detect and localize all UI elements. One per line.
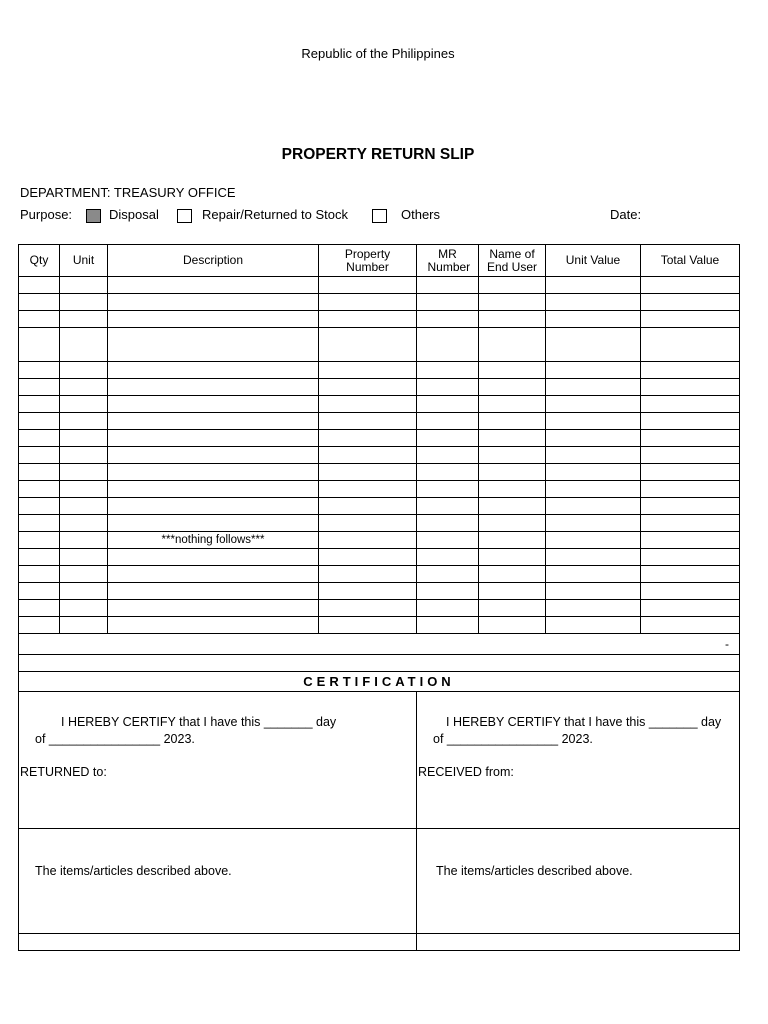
table-cell xyxy=(60,600,108,617)
received-items-text: The items/articles described above. xyxy=(436,864,633,878)
table-cell xyxy=(19,532,60,549)
table-cell xyxy=(641,617,740,634)
footer-row xyxy=(19,934,740,951)
table-row xyxy=(19,328,740,362)
received-from-label: RECEIVED from: xyxy=(418,765,514,779)
certify-row xyxy=(19,692,740,829)
table-cell xyxy=(479,532,546,549)
items-row xyxy=(19,829,740,934)
table-cell xyxy=(546,498,641,515)
table-cell xyxy=(60,277,108,294)
table-cell xyxy=(19,617,60,634)
table-cell xyxy=(417,583,479,600)
table-cell xyxy=(319,362,417,379)
table-cell xyxy=(60,566,108,583)
table-cell xyxy=(417,413,479,430)
table-cell xyxy=(546,362,641,379)
table-cell xyxy=(641,447,740,464)
table-cell xyxy=(108,600,319,617)
table-cell xyxy=(546,447,641,464)
others-label: Others xyxy=(401,207,441,222)
table-cell xyxy=(641,498,740,515)
table-cell xyxy=(108,396,319,413)
table-cell xyxy=(479,311,546,328)
table-cell xyxy=(108,311,319,328)
table-cell xyxy=(108,362,319,379)
table-cell xyxy=(60,379,108,396)
table-cell xyxy=(60,481,108,498)
table-cell xyxy=(479,464,546,481)
table-cell xyxy=(60,532,108,549)
table-cell xyxy=(479,617,546,634)
table-cell xyxy=(417,549,479,566)
col-mr-number: MR Number xyxy=(417,245,479,277)
table-cell xyxy=(19,277,60,294)
table-cell xyxy=(108,447,319,464)
table-cell xyxy=(479,294,546,311)
table-cell xyxy=(417,379,479,396)
table-row xyxy=(19,413,740,430)
table-cell xyxy=(60,549,108,566)
table-cell xyxy=(19,294,60,311)
table-row xyxy=(19,379,740,396)
table-cell xyxy=(546,294,641,311)
table-cell xyxy=(641,515,740,532)
table-cell xyxy=(479,277,546,294)
table-cell xyxy=(417,277,479,294)
table-cell xyxy=(60,498,108,515)
table-cell xyxy=(108,379,319,396)
table-cell xyxy=(546,396,641,413)
table-cell xyxy=(641,600,740,617)
table-cell xyxy=(417,464,479,481)
col-property-number: Property Number xyxy=(319,245,417,277)
table-cell xyxy=(546,600,641,617)
table-cell xyxy=(319,566,417,583)
table-cell xyxy=(19,379,60,396)
table-cell xyxy=(60,396,108,413)
table-cell xyxy=(641,396,740,413)
table-cell xyxy=(417,617,479,634)
table-cell xyxy=(108,566,319,583)
table-cell xyxy=(319,379,417,396)
table-cell xyxy=(60,362,108,379)
table-cell xyxy=(108,515,319,532)
table-cell xyxy=(641,532,740,549)
table-cell xyxy=(319,617,417,634)
table-cell xyxy=(108,498,319,515)
table-cell xyxy=(546,464,641,481)
table-cell xyxy=(319,583,417,600)
table-row xyxy=(19,566,740,583)
table-header-row xyxy=(19,245,740,277)
table-cell xyxy=(319,294,417,311)
table-cell xyxy=(641,277,740,294)
table-cell xyxy=(546,481,641,498)
table-cell xyxy=(417,515,479,532)
table-cell xyxy=(417,311,479,328)
table-cell xyxy=(19,413,60,430)
table-row xyxy=(19,396,740,413)
form-title: PROPERTY RETURN SLIP xyxy=(281,146,475,163)
repair-checkbox[interactable] xyxy=(177,209,192,223)
table-cell xyxy=(479,430,546,447)
table-cell xyxy=(417,396,479,413)
table-cell xyxy=(19,600,60,617)
blank-row xyxy=(19,655,740,672)
table-cell xyxy=(19,498,60,515)
table-cell xyxy=(641,379,740,396)
table-cell xyxy=(60,311,108,328)
table-cell xyxy=(479,498,546,515)
table-cell xyxy=(641,464,740,481)
table-cell xyxy=(319,600,417,617)
disposal-label: Disposal xyxy=(109,207,159,222)
table-cell xyxy=(641,294,740,311)
table-cell xyxy=(479,396,546,413)
table-cell xyxy=(641,413,740,430)
republic-header: Republic of the Philippines xyxy=(301,46,455,61)
returned-to-label: RETURNED to: xyxy=(20,765,107,779)
table-cell xyxy=(60,447,108,464)
table-cell xyxy=(479,413,546,430)
col-unit-value: Unit Value xyxy=(546,245,641,277)
table-cell xyxy=(641,362,740,379)
col-unit: Unit xyxy=(60,245,108,277)
table-cell xyxy=(19,515,60,532)
table-cell xyxy=(546,379,641,396)
table-cell xyxy=(417,447,479,464)
table-row xyxy=(19,498,740,515)
table-cell xyxy=(479,362,546,379)
table-cell xyxy=(479,379,546,396)
table-row xyxy=(19,583,740,600)
table-cell xyxy=(546,515,641,532)
department-label: DEPARTMENT: TREASURY OFFICE xyxy=(20,185,236,200)
table-cell xyxy=(417,600,479,617)
table-cell xyxy=(19,396,60,413)
table-cell xyxy=(546,583,641,600)
table-row xyxy=(19,617,740,634)
table-cell xyxy=(641,481,740,498)
table-cell xyxy=(479,447,546,464)
table-cell xyxy=(19,430,60,447)
table-cell xyxy=(60,294,108,311)
table-cell xyxy=(479,481,546,498)
table-row xyxy=(19,447,740,464)
table-cell xyxy=(19,464,60,481)
table-row xyxy=(19,515,740,532)
table-row xyxy=(19,549,740,566)
property-table xyxy=(18,244,740,951)
received-items-cell xyxy=(417,829,740,934)
table-cell xyxy=(60,617,108,634)
purpose-label: Purpose: xyxy=(20,207,73,222)
table-cell xyxy=(479,583,546,600)
table-row xyxy=(19,294,740,311)
table-row xyxy=(19,464,740,481)
table-row xyxy=(19,311,740,328)
received-cert-line2: of ________________ 2023. xyxy=(433,732,593,746)
returned-items-text: The items/articles described above. xyxy=(35,864,232,878)
table-cell xyxy=(417,328,479,362)
table-cell xyxy=(19,362,60,379)
table-cell xyxy=(60,515,108,532)
table-cell xyxy=(479,549,546,566)
table-cell xyxy=(19,328,60,362)
table-cell xyxy=(417,294,479,311)
certification-title: CERTIFICATION xyxy=(19,672,740,692)
table-cell xyxy=(108,430,319,447)
table-cell xyxy=(19,583,60,600)
table-cell xyxy=(60,430,108,447)
table-cell xyxy=(546,532,641,549)
table-cell xyxy=(108,549,319,566)
table-cell xyxy=(319,481,417,498)
table-cell xyxy=(641,328,740,362)
table-cell xyxy=(319,430,417,447)
returned-cert-line2: of ________________ 2023. xyxy=(35,732,195,746)
table-cell xyxy=(641,430,740,447)
table-cell xyxy=(19,311,60,328)
table-cell xyxy=(546,413,641,430)
table-cell xyxy=(319,413,417,430)
table-cell xyxy=(641,583,740,600)
received-cert-cell xyxy=(417,692,740,829)
table-cell xyxy=(641,566,740,583)
table-cell xyxy=(19,566,60,583)
table-cell xyxy=(546,328,641,362)
table-cell xyxy=(479,566,546,583)
table-cell xyxy=(417,532,479,549)
nothing-follows-marker: ***nothing follows*** xyxy=(108,532,319,549)
table-cell xyxy=(60,464,108,481)
table-cell xyxy=(417,498,479,515)
table-cell xyxy=(108,583,319,600)
table-row xyxy=(19,532,740,549)
table-cell xyxy=(479,515,546,532)
table-cell xyxy=(319,311,417,328)
returned-cert-cell xyxy=(19,692,417,829)
disposal-checkbox[interactable] xyxy=(86,209,101,223)
table-cell xyxy=(319,532,417,549)
table-cell xyxy=(546,311,641,328)
table-cell xyxy=(60,583,108,600)
table-cell xyxy=(479,600,546,617)
total-value-cell: - xyxy=(19,634,740,655)
others-checkbox[interactable] xyxy=(372,209,387,223)
table-row xyxy=(19,430,740,447)
col-end-user: Name of End User xyxy=(479,245,546,277)
table-cell xyxy=(641,311,740,328)
table-cell xyxy=(319,277,417,294)
table-cell xyxy=(108,328,319,362)
table-row xyxy=(19,481,740,498)
table-cell xyxy=(108,617,319,634)
received-cert-line1: I HEREBY CERTIFY that I have this _______ day xyxy=(446,715,722,729)
table-cell xyxy=(319,549,417,566)
date-label: Date: xyxy=(610,207,642,222)
table-row xyxy=(19,600,740,617)
table-cell xyxy=(641,549,740,566)
table-cell xyxy=(108,481,319,498)
table-cell xyxy=(417,481,479,498)
table-cell xyxy=(546,566,641,583)
table-cell xyxy=(546,617,641,634)
table-cell xyxy=(60,413,108,430)
table-cell xyxy=(479,328,546,362)
total-row xyxy=(19,634,740,655)
col-qty: Qty xyxy=(19,245,60,277)
table-cell xyxy=(546,430,641,447)
table-cell xyxy=(319,396,417,413)
table-cell xyxy=(19,481,60,498)
table-cell xyxy=(319,328,417,362)
table-cell xyxy=(319,515,417,532)
returned-items-cell xyxy=(19,829,417,934)
table-cell xyxy=(108,413,319,430)
certification-row xyxy=(19,672,740,692)
table-cell xyxy=(319,464,417,481)
table-cell xyxy=(19,447,60,464)
table-cell xyxy=(319,447,417,464)
table-cell xyxy=(19,549,60,566)
returned-cert-line1: I HEREBY CERTIFY that I have this _______ day xyxy=(61,715,337,729)
repair-label: Repair/Returned to Stock xyxy=(202,207,348,222)
col-description: Description xyxy=(108,245,319,277)
table-cell xyxy=(60,328,108,362)
table-cell xyxy=(546,549,641,566)
table-cell xyxy=(417,566,479,583)
table-cell xyxy=(546,277,641,294)
table-cell xyxy=(319,498,417,515)
table-cell xyxy=(417,362,479,379)
table-row xyxy=(19,277,740,294)
table-cell xyxy=(108,294,319,311)
table-cell xyxy=(108,464,319,481)
table-cell xyxy=(108,277,319,294)
table-row xyxy=(19,362,740,379)
table-cell xyxy=(417,430,479,447)
col-total-value: Total Value xyxy=(641,245,740,277)
